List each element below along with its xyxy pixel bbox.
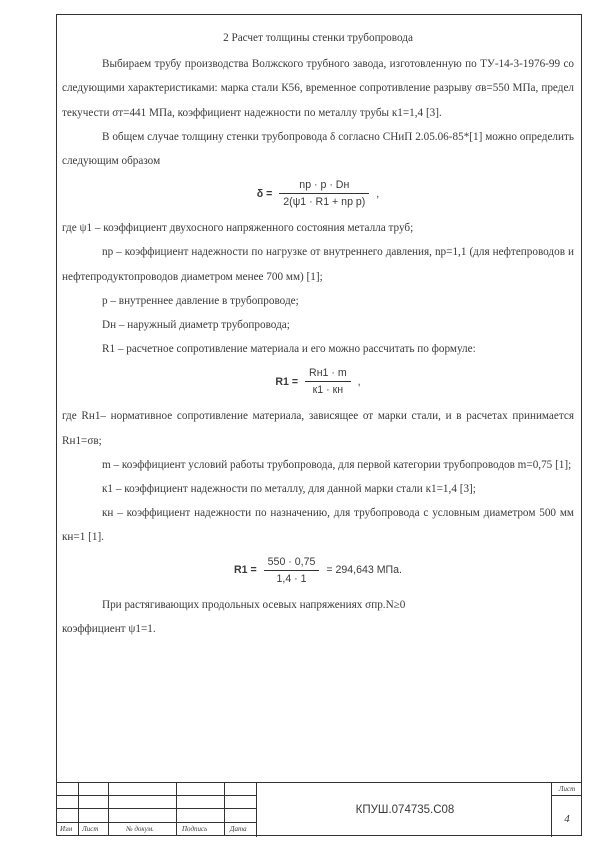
formula-lhs: R1 = (234, 564, 257, 577)
definition-k1: к1 – коэффициент надежности по металлу, для данной марки стали к1=1,4 [3]; (102, 483, 476, 496)
definition-np: nр – коэффициент надежности по нагрузке от внутреннего давления, nр=1,1 (для нефтепроводов и нефтепродуктопроводов диаметром менее 700 мм) [1]; (62, 246, 574, 283)
formula-lhs: R1 = (275, 375, 299, 388)
closing-line-1: При растягивающих продольных осевых напряжениях σпр.N≥0 (102, 598, 406, 611)
definition-psi: где ψ1 – коэффициент двухосного напряженного состояния металла труб; (62, 222, 414, 235)
formula-wall-thickness (62, 177, 574, 210)
numerator: 550 · 0,75 (264, 554, 320, 571)
title-block (56, 782, 582, 836)
denominator: к1 · кн (312, 384, 344, 397)
formula-tail: , (357, 375, 361, 388)
grid-row (56, 808, 256, 809)
grid-row (56, 822, 256, 823)
definition-rn: где Rн1– нормативное сопротивление материала, зависящее от марки стали, и в расчетах принимается Rн1=σв; (62, 410, 574, 447)
label-sheet: Лист (82, 825, 99, 833)
definition-dn: Dн – наружный диаметр трубопровода; (102, 319, 290, 332)
sheet-number: 4 (564, 813, 570, 825)
grid-col (224, 782, 225, 836)
grid-col (108, 782, 109, 836)
definition-m: m – коэффициент условий работы трубопровода, для первой категории трубопроводов m=0,75 [1]; (102, 458, 572, 471)
grid-row (56, 795, 256, 796)
label-change: Изм (60, 825, 73, 833)
document-code: КПУШ.074735.C08 (256, 782, 553, 837)
sheet-box (551, 782, 582, 837)
formula-r1-value (62, 554, 574, 587)
sheet-label: Лист (558, 785, 576, 793)
denominator: 2(ψ1 · R1 + nр p) (283, 196, 366, 209)
label-date: Дата (230, 825, 247, 833)
grid-col (78, 782, 79, 836)
paragraph-pipe-choice: Выбираем трубу производства Волжского трубного завода, изготовленную по ТУ-14-3-1976-99 со следующими характеристиками: марка стали К56, временное сопротивление разрыву σв=550 МПа, предел текучести σт=441 МПа, коэффициент надежности по металлу трубы к1=1,4 [3]. (62, 58, 574, 119)
denominator: 1,4 · 1 (276, 572, 307, 585)
label-doc-number: № докум. (126, 825, 154, 833)
definition-r1: R1 – расчетное сопротивление материала и его можно рассчитать по формуле: (102, 343, 476, 356)
numerator: nр · p · Dн (279, 177, 369, 194)
definition-p: p – внутреннее давление в трубопроводе; (102, 294, 299, 307)
numerator: Rн1 · m (305, 365, 351, 382)
sheet-divider (552, 795, 582, 796)
fraction (264, 554, 320, 587)
grid-col (176, 782, 177, 836)
fraction (305, 365, 351, 398)
fraction (279, 177, 369, 210)
paragraph-general-case: В общем случае толщину стенки трубопровода δ согласно СНиП 2.05.06-85*[1] можно определить следующим образом (62, 130, 574, 168)
closing-line-2: коэффициент ψ1=1. (62, 622, 156, 635)
formula-result: = 294,643 МПа. (326, 564, 402, 577)
section-title: 2 Расчет толщины стенки трубопровода (223, 32, 413, 44)
formula-r1 (62, 365, 574, 398)
document-body (62, 20, 574, 641)
formula-lhs: δ = (256, 187, 273, 200)
definition-kn: кн – коэффициент надежности по назначению, для трубопровода с условным диаметром 500 мм кн=1 [1]. (62, 507, 574, 544)
formula-tail: , (376, 187, 380, 200)
label-signature: Подпись (182, 825, 208, 833)
